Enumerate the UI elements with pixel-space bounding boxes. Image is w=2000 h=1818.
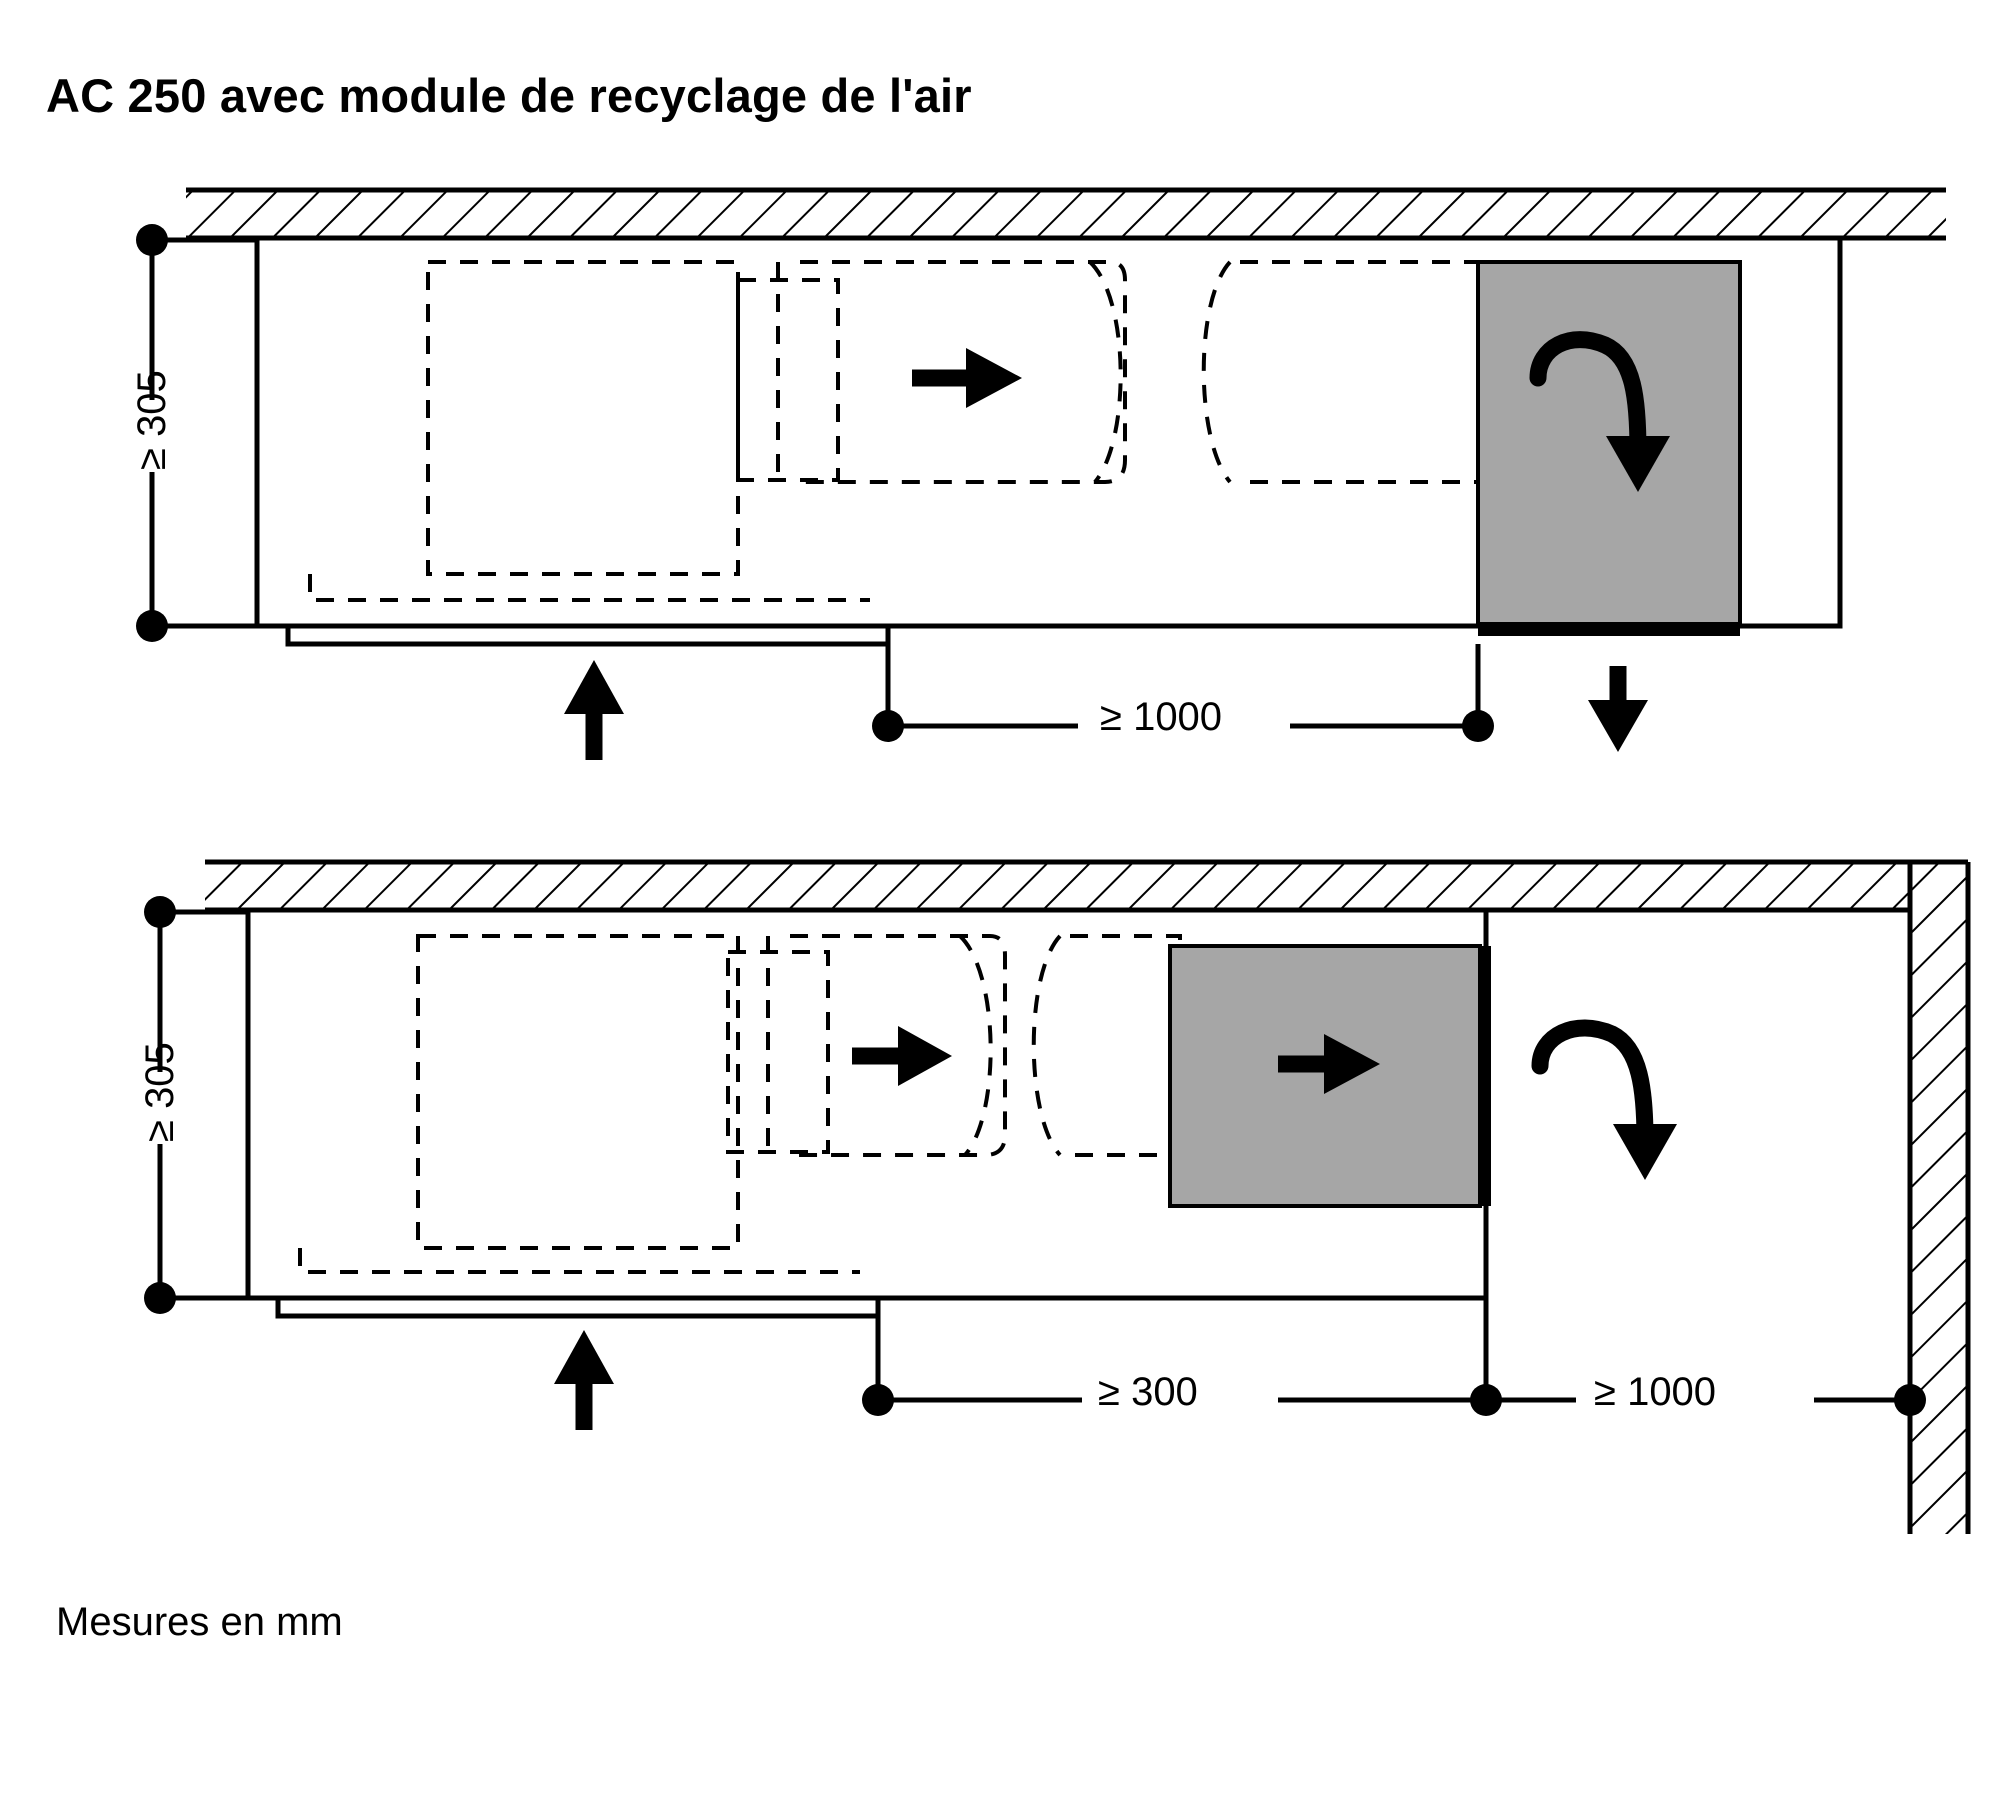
airflow-curve-arrow-bottom (1540, 1028, 1677, 1180)
dimension-height-top (96, 224, 257, 642)
airflow-up-arrow-bottom (554, 1330, 614, 1430)
dimension-label-module-distance: ≥ 300 (1090, 1370, 1206, 1415)
hood-bottom-plate-bottom (278, 1298, 878, 1316)
dimension-label-wall-distance: ≥ 1000 (1586, 1370, 1724, 1415)
airflow-down-arrow-top (1588, 666, 1648, 752)
top-view-ceiling-group (96, 190, 1946, 760)
airflow-right-arrow-1-bottom (852, 1026, 952, 1086)
page-title: AC 250 avec module de recyclage de l'air (46, 69, 972, 122)
ceiling-hatching-top (186, 190, 1946, 238)
airflow-up-arrow-top (564, 660, 624, 760)
dimension-label-height-top: ≥ 305 (130, 370, 174, 470)
bottom-view-wall-group (104, 862, 1968, 1534)
airflow-right-arrow-top (912, 348, 1022, 408)
units-note: Mesures en mm (56, 1600, 343, 1644)
dimension-label-distance-top: ≥ 1000 (1092, 695, 1230, 740)
dimension-label-height-bottom: ≥ 305 (138, 1042, 182, 1142)
side-wall-hatching (1910, 862, 1968, 1534)
hood-bottom-plate-top (288, 626, 888, 644)
ceiling-hatching-bottom (205, 862, 1910, 910)
recirculation-module-top (1478, 262, 1740, 636)
